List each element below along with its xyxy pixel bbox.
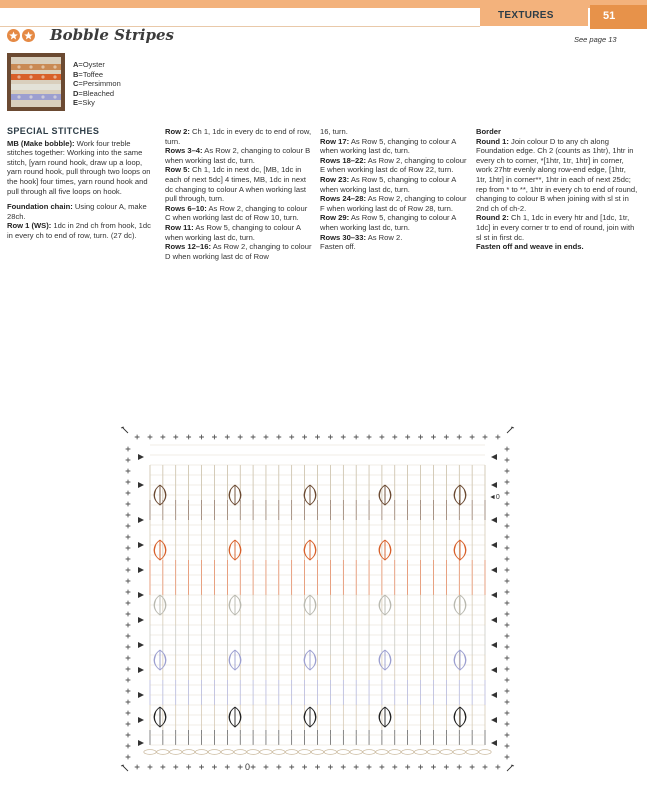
stitch-mark [212,435,217,440]
stitch-mark [126,678,131,683]
stitch-mark [505,590,510,595]
stitch-mark [186,435,191,440]
stitch-mark [495,435,500,440]
chain-stitch [247,750,259,755]
stitch-mark [505,524,510,529]
legend-item: A=Oyster [73,60,105,69]
stitch-mark [380,765,385,770]
chain-stitch [363,750,375,755]
stitch-mark [126,667,131,672]
stitch-mark [418,765,423,770]
stitch-mark [160,435,165,440]
stitch-mark [505,744,510,749]
chain-stitch [350,750,362,755]
stitch-mark [238,765,243,770]
chain-stitch [311,750,323,755]
stitch-mark [483,765,488,770]
stitch-mark [495,765,500,770]
stitch-mark [354,765,359,770]
corner-treble-mark [121,427,128,433]
stitch-mark [225,435,230,440]
stitch-mark [505,645,510,650]
stitch-mark [505,579,510,584]
bobble-symbol [154,707,166,727]
bobble-symbol [379,707,391,727]
instruction-paragraph: Rows 24–28: As Row 2, changing to colour F when working last dc of Row 28, turn. [320,194,467,213]
stitch-mark [431,765,436,770]
bobble-symbol [229,540,241,560]
instruction-paragraph: Foundation chain: Using colour A, make 28ch. [7,202,147,221]
stitch-mark [126,513,131,518]
instruction-paragraph: Row 17: As Row 5, changing to colour A when working last dc, turn. [320,136,456,156]
stitch-mark [251,765,256,770]
stitch-mark [367,435,372,440]
chain-stitch [376,750,388,755]
chain-stitch [479,750,491,755]
header-strip [0,0,647,8]
stitch-mark [505,458,510,463]
legend-item: D=Bleached [73,88,115,98]
stitch-mark [126,722,131,727]
stitch-mark [505,612,510,617]
chain-stitch [427,750,439,755]
row-arrow-icon [491,740,497,746]
stitch-mark [126,568,131,573]
bobble-symbol [454,707,466,727]
chain-stitch [440,750,452,755]
stitch-mark [470,435,475,440]
stitch-mark [505,623,510,628]
stitch-mark [225,765,230,770]
pattern-title: Bobble Stripes [50,26,174,44]
bobble-symbol [229,707,241,727]
instructions-column-1 [7,127,157,241]
row-arrow-icon [138,454,144,460]
corner-treble-mark [507,427,514,433]
instruction-paragraph: Row 23: As Row 5, changing to colour A when working last dc, turn. [320,174,456,194]
stitch-mark [392,765,397,770]
stitch-mark [173,435,178,440]
instruction-paragraph: MB (Make bobble): Work four treble stitches together: Working into the same stitch, [yarn round hook, draw up a loop, yarn round hook, pull through two loops on the hook] four times, yarn round hook and pull through all five loops on hook. [7,138,151,196]
stitch-mark [126,700,131,705]
row-arrow-icon [491,642,497,648]
chain-stitch [157,750,169,755]
row-arrow-icon [491,717,497,723]
row-arrow-icon [138,717,144,723]
row-arrow-icon [138,482,144,488]
stitch-mark [470,765,475,770]
stitch-mark [505,634,510,639]
instruction-paragraph: Row 11: As Row 5, changing to colour A when working last dc, turn. [165,222,301,242]
bobble-symbol [154,650,166,670]
stitch-mark [135,765,140,770]
legend-item: B=Toffee [73,69,104,79]
stitch-mark [148,765,153,770]
chain-stitch [170,750,182,755]
star-icon [22,29,35,42]
row-arrow-icon [138,592,144,598]
chain-stitch [453,750,465,755]
colour-legend [73,60,121,108]
instructions-column-3 [320,127,468,252]
stitch-mark [264,765,269,770]
chain-stitch [234,750,246,755]
bobble-symbol [379,650,391,670]
stitch-mark [505,557,510,562]
stitch-mark [505,447,510,452]
chain-stitch [260,750,272,755]
row-arrow-icon [491,567,497,573]
stitch-mark [276,435,281,440]
row-arrow-icon [138,740,144,746]
stitch-mark [126,601,131,606]
row-arrow-icon [491,592,497,598]
corner-treble-mark [121,765,128,771]
row-arrow-icon [138,517,144,523]
stitch-mark [444,435,449,440]
stitch-mark [126,480,131,485]
chain-stitch [286,750,298,755]
stitch-mark [126,623,131,628]
instruction-paragraph: Row 1 (WS): 1dc in 2nd ch from hook, 1dc in every ch to end of row, turn. (27 dc). [7,221,151,240]
chain-stitch [182,750,194,755]
stitch-mark [483,435,488,440]
bobble-symbol [229,650,241,670]
stitch-mark [199,765,204,770]
stitch-mark [126,469,131,474]
stitch-mark [315,765,320,770]
row-arrow-icon [138,617,144,623]
stitch-mark [126,579,131,584]
instruction-paragraph: 16, turn. [320,127,348,136]
stitch-mark [126,645,131,650]
chain-stitch [298,750,310,755]
instruction-paragraph: Rows 12–16: As Row 2, changing to colour D when working last dc of Row [165,242,312,261]
stitch-mark [126,744,131,749]
instruction-paragraph: Rows 3–4: As Row 2, changing to colour B when working last dc, turn. [165,146,311,165]
row-arrow-icon [138,692,144,698]
instruction-paragraph: Fasten off. [320,242,356,252]
stitch-mark [126,546,131,551]
stitch-mark [315,435,320,440]
section-label: TEXTURES [498,10,554,21]
stitch-mark [135,435,140,440]
stitch-mark [392,435,397,440]
stitch-mark [505,700,510,705]
stitch-mark [505,678,510,683]
chain-stitch [195,750,207,755]
stitch-mark [126,711,131,716]
stitch-mark [505,755,510,760]
bobble-symbol [454,540,466,560]
stitch-mark [126,491,131,496]
chain-stitch [208,750,220,755]
stitch-mark [328,765,333,770]
chain-stitch [402,750,414,755]
chain-stitch [389,750,401,755]
stitch-mark [126,612,131,617]
stitch-mark [457,765,462,770]
stitch-mark [505,711,510,716]
stitch-mark [126,458,131,463]
row-arrow-icon [491,454,497,460]
stitch-mark [199,435,204,440]
stitch-mark [505,546,510,551]
instruction-paragraph: Row 5: Ch 1, 1dc in next dc, [MB, 1dc in each of next 5dc] 4 times, MB, 1dc in next dc changing to colour A when working last pull through, turn. [165,165,306,204]
row-arrow-icon [138,542,144,548]
row-arrow-icon [491,667,497,673]
bobble-symbol [304,540,316,560]
stitch-mark [505,491,510,496]
swatch-photo [7,53,65,111]
start-label: 0 [245,762,251,772]
instructions-column-2 [165,127,313,261]
page-number-box [590,5,647,29]
stitch-mark [302,765,307,770]
stitch-mark [367,765,372,770]
chain-stitch [221,750,233,755]
stitch-mark [505,480,510,485]
instruction-paragraph: Rows 18–22: As Row 2, changing to colour E when working last dc of Row 22, turn. [320,155,467,175]
stitch-mark [405,435,410,440]
stitch-mark [276,765,281,770]
page-header [0,0,647,28]
crochet-chart [115,425,525,780]
instruction-paragraph: Row 2: Ch 1, 1dc in every dc to end of row, turn. [165,127,312,146]
stitch-mark [126,535,131,540]
stitch-mark [126,447,131,452]
stitch-mark [341,765,346,770]
stitch-mark [505,568,510,573]
see-page-reference[interactable]: See page 13 [574,35,617,44]
bobble-symbol [379,540,391,560]
instruction-paragraph: Rows 30–33: As Row 2. [320,232,403,242]
stitch-mark [160,765,165,770]
row-arrow-icon [491,482,497,488]
stitch-mark [126,502,131,507]
chain-stitch [324,750,336,755]
stitch-mark [126,524,131,529]
stitch-mark [505,733,510,738]
stitch-mark [505,689,510,694]
stitch-mark [251,435,256,440]
stitch-mark [238,435,243,440]
stitch-mark [505,722,510,727]
chain-stitch [273,750,285,755]
stitch-mark [354,435,359,440]
stitch-mark [505,502,510,507]
instruction-paragraph: Fasten off and weave in ends. [476,242,584,252]
border-heading: Border [476,127,501,136]
difficulty-rating [7,29,35,43]
stitch-mark [186,765,191,770]
chain-stitch [466,750,478,755]
stitch-mark [505,656,510,661]
stitch-mark [405,765,410,770]
stitch-mark [126,689,131,694]
stitch-mark [505,601,510,606]
stitch-mark [328,435,333,440]
stitch-mark [126,557,131,562]
special-stitches-heading: SPECIAL STITCHES [7,126,100,136]
star-icon [7,29,20,42]
stitch-mark [148,435,153,440]
corner-treble-mark [507,765,514,771]
instruction-paragraph: Round 2: Ch 1, 1dc in every htr and [1dc, 1tr, 1dc] in every corner tr to end of round, join with sl st in first dc. [476,213,635,242]
stitch-mark [505,667,510,672]
bobble-symbol [304,707,316,727]
row-arrow-icon [491,692,497,698]
stitch-mark [289,765,294,770]
stitch-mark [126,634,131,639]
legend-item: E=Sky [73,98,95,107]
stitch-mark [173,765,178,770]
row-arrow-icon [491,617,497,623]
chain-stitch [337,750,349,755]
stitch-mark [289,435,294,440]
stitch-mark [126,656,131,661]
side-label: ◄0 [489,494,500,501]
chain-stitch [144,750,156,755]
stitch-mark [302,435,307,440]
stitch-mark [431,435,436,440]
stitch-mark [212,765,217,770]
bobble-symbol [454,650,466,670]
stitch-mark [444,765,449,770]
page-number: 51 [603,10,616,22]
row-arrow-icon [491,517,497,523]
instruction-paragraph: Row 29: As Row 5, changing to colour A when working last dc, turn. [320,213,456,232]
bobble-symbol [304,650,316,670]
stitch-mark [457,435,462,440]
row-arrow-icon [491,542,497,548]
row-arrow-icon [138,567,144,573]
stitch-mark [264,435,269,440]
stitch-mark [126,733,131,738]
instructions-column-4 [476,127,638,252]
row-arrow-icon [138,667,144,673]
row-arrow-icon [138,642,144,648]
stitch-mark [126,755,131,760]
instruction-paragraph: Rows 6–10: As Row 2, changing to colour C when working last dc of Row 10, turn. [165,203,308,223]
stitch-mark [341,435,346,440]
instruction-paragraph: Round 1: Join colour D to any ch along Foundation edge. Ch 2 (counts as 1htr), 1htr in every ch to corner, *[1htr, 1tr, 1htr] in corner, work 27htr evenly along row-end edge, [1htr, 1tr, 1htr] in corner**, 1htr in each of next 25dc; rep from * to **, 1htr in every ch to end of round, changing to colour B when joining with sl st in 2nd ch of ch-2. [476,136,638,213]
bobble-symbol [154,540,166,560]
stitch-mark [418,435,423,440]
legend-item: C=Persimmon [73,79,121,88]
stitch-mark [380,435,385,440]
stitch-mark [505,535,510,540]
stitch-mark [505,513,510,518]
chain-stitch [414,750,426,755]
stitch-mark [126,590,131,595]
stitch-mark [505,469,510,474]
watermark: PassionForum.ru [512,786,578,795]
